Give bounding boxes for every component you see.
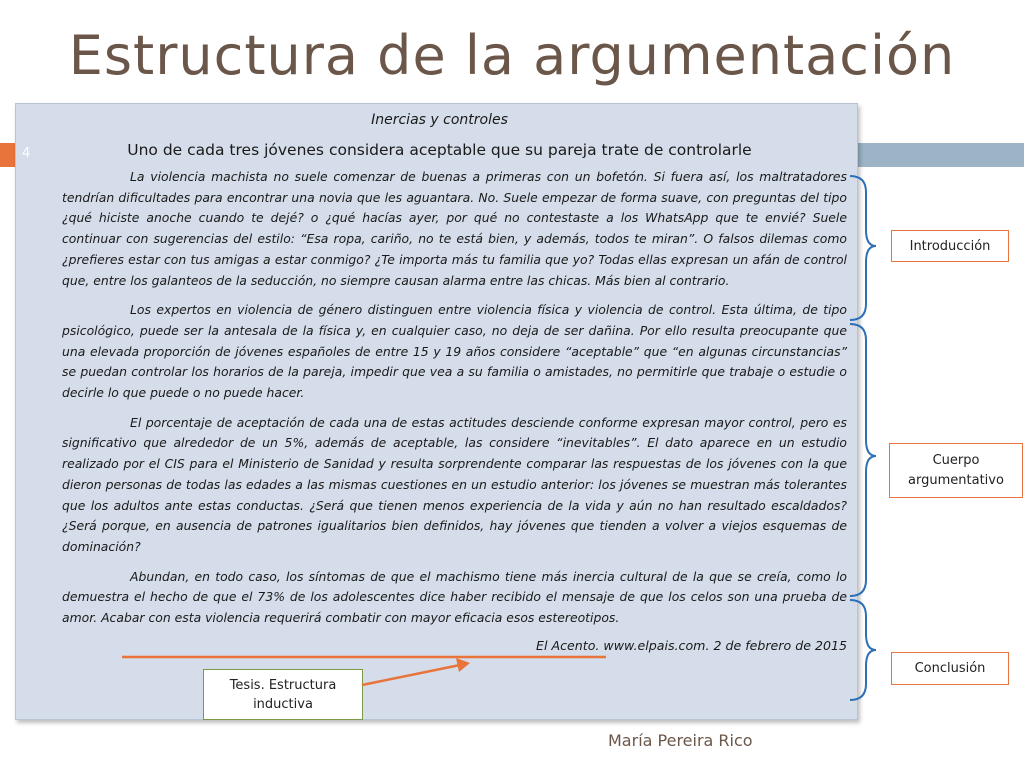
label-cuerpo-argumentativo: Cuerpo argumentativo [889,443,1023,498]
accent-bar-right [856,143,1024,167]
bracket-conclusion [850,600,876,700]
paragraph-body-1: Los expertos en violencia de género distinguen entre violencia física y violencia de control. Esta última, de tipo psicológico, puede ser la antesala de la física y, en cualquier caso, no deja de ser dañina. Por ello resulta preocupante que una elevada proporción de jóvenes españoles de entre 15 y 19 años considere “aceptable” que “en algunas circunstancias” se puedan controlar los horarios de la pareja, impedir que vea a su familia o amistades, no permitirle que trabaje o estudie o decirle lo que puede o no puede hacer. [62,302,847,401]
slide-title: Estructura de la argumentación [68,24,956,87]
bracket-cuerpo [850,324,876,596]
label-tesis: Tesis. Estructura inductiva [203,669,363,720]
article-textbox [15,103,858,720]
paragraph-conclusion: Abundan, en todo caso, los síntomas de que el machismo tiene más inercia cultural de la que se creía, como lo demuestra el hecho de que el 73% de los adolescentes dice haber recibido el mensaje de que los celos son una prueba de amor. Acabar con esta violencia requerirá combatir con mayor eficacia esos estereotipos. [62,568,847,626]
paragraph-introduction: La violencia machista no suele comenzar de buenas a primeras con un bofetón. Si fuera así, los maltratadores tendrían dificultades para encontrar una novia que les aguantara. No. Suele empezar de forma suave, con preguntas del tipo ¿qué hiciste anoche cuando te dejé? o ¿qué hacías ayer, por qué no contestaste a los WhatsApp que te envié? Suele continuar con sugerencias del estilo: “Esa ropa, cariño, no te está bien, y además, todos te miran”. O falsos dilemas como ¿prefieres estar con tus amigas a estar conmigo? ¿Te importa más tu familia que yo? Todas ellas expresan un afán de control que, entre los galanteos de la seducción, no siempre causan alarma entre las chicas. Más bien al contrario. [62,169,847,288]
bracket-introduccion [850,176,876,320]
article-subheading: Uno de cada tres jóvenes considera aceptable que su pareja trate de controlarle [127,141,752,159]
label-conclusion: Conclusión [891,652,1009,685]
article-source: El Acento. www.elpais.com. 2 de febrero de 2015 [536,637,847,653]
article-heading: Inercias y controles [371,112,508,128]
slide-number: 4 [22,146,31,161]
label-introduccion: Introducción [891,230,1009,262]
paragraph-body-2: El porcentaje de aceptación de cada una de estas actitudes desciende conforme expresan mayor control, pero es significativo que alrededor de un 5%, además de aceptable, las considere “inevitables”. El dato aparece en un estudio realizado por el CIS para el Ministerio de Sanidad y resulta sorprendente comparar las respuestas de los jóvenes con la que dieron personas de todas las edades a las mismas cuestiones en un estudio anterior: los jóvenes se muestran más tolerantes que los adultos ante estas conductas. ¿Será que tienen menos experiencia de la vida y aún no han resultado escaldados? ¿Será porque, en ausencia de patrones igualitarios bien definidos, hay jóvenes que tienden a volver a viejos esquemas de dominación? [62,414,847,554]
author-name: María Pereira Rico [608,731,753,750]
section-brackets [848,170,878,710]
